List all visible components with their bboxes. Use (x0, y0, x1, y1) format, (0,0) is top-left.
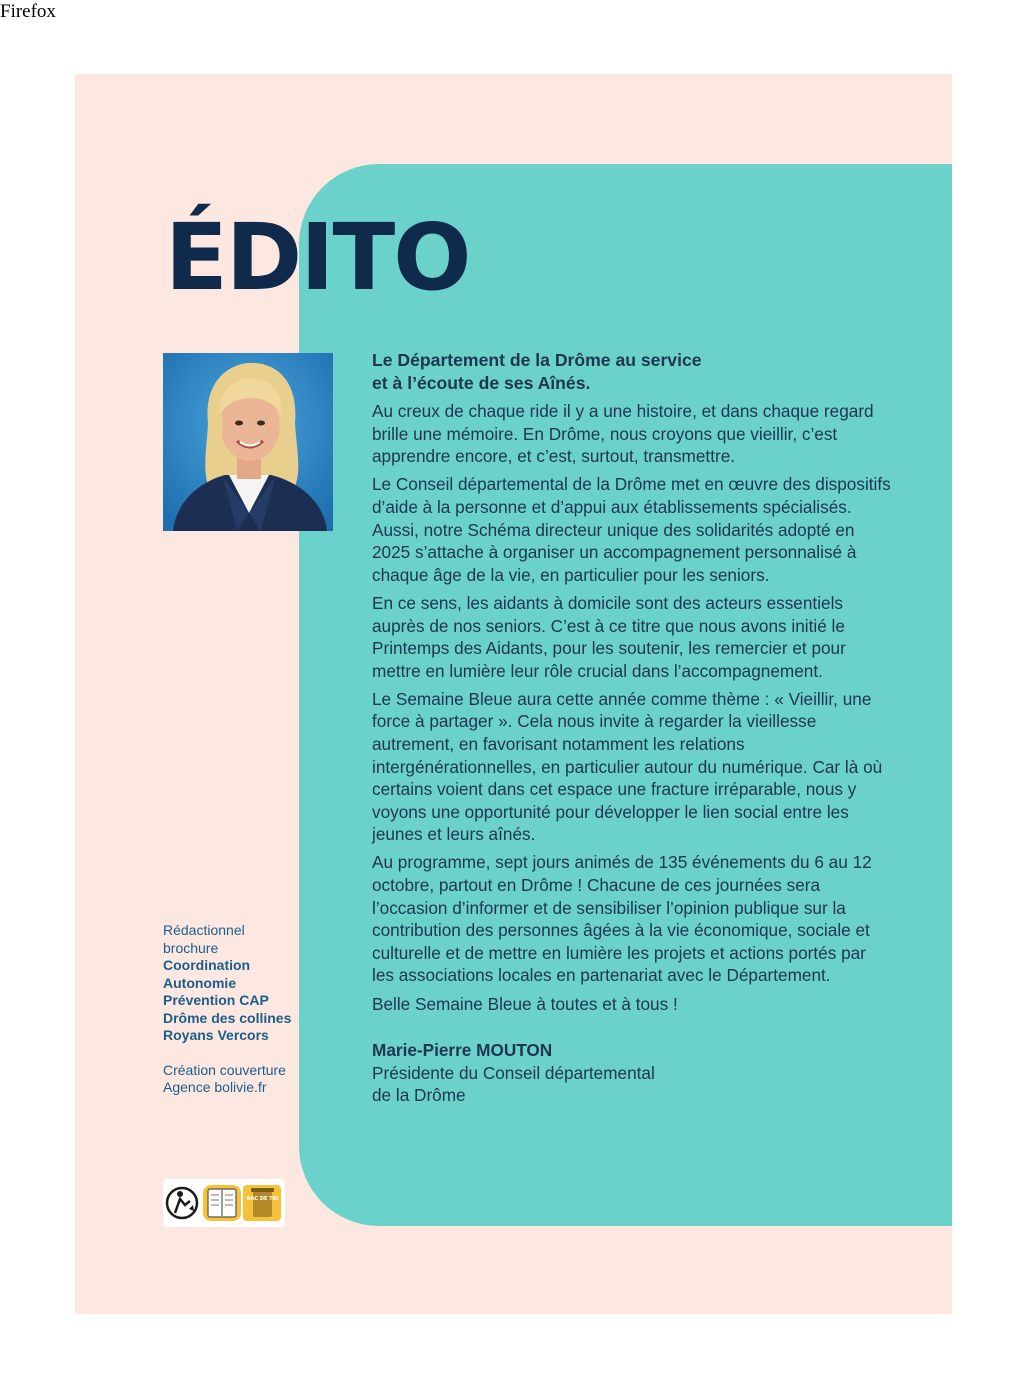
signature-role-line-1: Présidente du Conseil départemental (372, 1062, 655, 1083)
paragraph: Le Conseil départemental de la Drôme met en œuvre des dispositifs d’aide à la personne et d’appui aux établissements spécialisés. Aussi, notre Schéma directeur unique des solidarités adopté en 2025 s’attache à organiser un accompagnement personnalisé à chaque âge de la vie, en particulier pour les seniors. (372, 474, 891, 585)
edito-page (75, 74, 952, 1314)
portrait-illustration (163, 353, 333, 531)
credit-redaction-label: Rédactionnel brochure (163, 922, 245, 956)
headline-line-1: Le Département de la Drôme au service (372, 350, 702, 370)
edito-headline (372, 349, 892, 394)
credit-creation-value: Agence bolivie.fr (163, 1079, 267, 1095)
bin-label: BAC DE TRI (246, 1196, 279, 1202)
paragraph: Au creux de chaque ride il y a une histoire, et dans chaque regard brille une mémoire. En Drôme, nous croyons que vieillir, c’est apprendre encore, et c’est, surtout, transmettre. (372, 401, 874, 467)
credit-redaction-value: Coordination Autonomie Prévention CAP Drôme des collines Royans Vercors (163, 957, 292, 1043)
signature-name: Marie-Pierre MOUTON (372, 1040, 553, 1061)
recycling-logos (163, 1179, 285, 1227)
edito-body (372, 349, 892, 1112)
paragraph: En ce sens, les aidants à domicile sont des acteurs essentiels auprès de nos seniors. C’est à ce titre que nous avons initié le Printemps des Aidants, pour les soutenir, les remercier et pour mettre en lumière leur rôle crucial dans l’accompagnement. (372, 592, 846, 681)
browser-title: Firefox (0, 1, 56, 22)
paper-recycling-icon (203, 1185, 241, 1221)
headline-line-2: et à l’écoute de ses Aînés. (372, 372, 591, 393)
paragraph: Au programme, sept jours animés de 135 événements du 6 au 12 octobre, partout en Drôme ! Chacune de ces journées sera l’occasion d’informer et de sensibiliser l’opinion publique sur la contribution des personnes âgées à la vie économique, sociale et culturelle et de mettre en lumière les projets et actions portés par les associations locales en partenariat avec le Département. (372, 852, 872, 986)
signature (372, 1039, 892, 1107)
portrait-photo (163, 353, 333, 531)
page-title: ÉDITO (165, 204, 470, 311)
closing-line: Belle Semaine Bleue à toutes et à tous ! (372, 993, 678, 1014)
sorting-bin-icon (243, 1185, 281, 1221)
credits-block (163, 922, 293, 1097)
signature-role-line-2: de la Drôme (372, 1085, 466, 1106)
credit-creation-label: Création couverture (163, 1061, 286, 1078)
paragraph: Le Semaine Bleue aura cette année comme thème : « Vieillir, une force à partager ». Cela nous invite à regarder la vieillesse autrement, en favorisant notamment les relations intergénérationnelles, en particulier autour du numérique. Car là où certains voient dans cet espace une fracture irréparable, nous y voyons une opportunité pour développer le lien social entre les jeunes et leurs aînés. (372, 688, 883, 845)
triman-icon (167, 1188, 197, 1218)
